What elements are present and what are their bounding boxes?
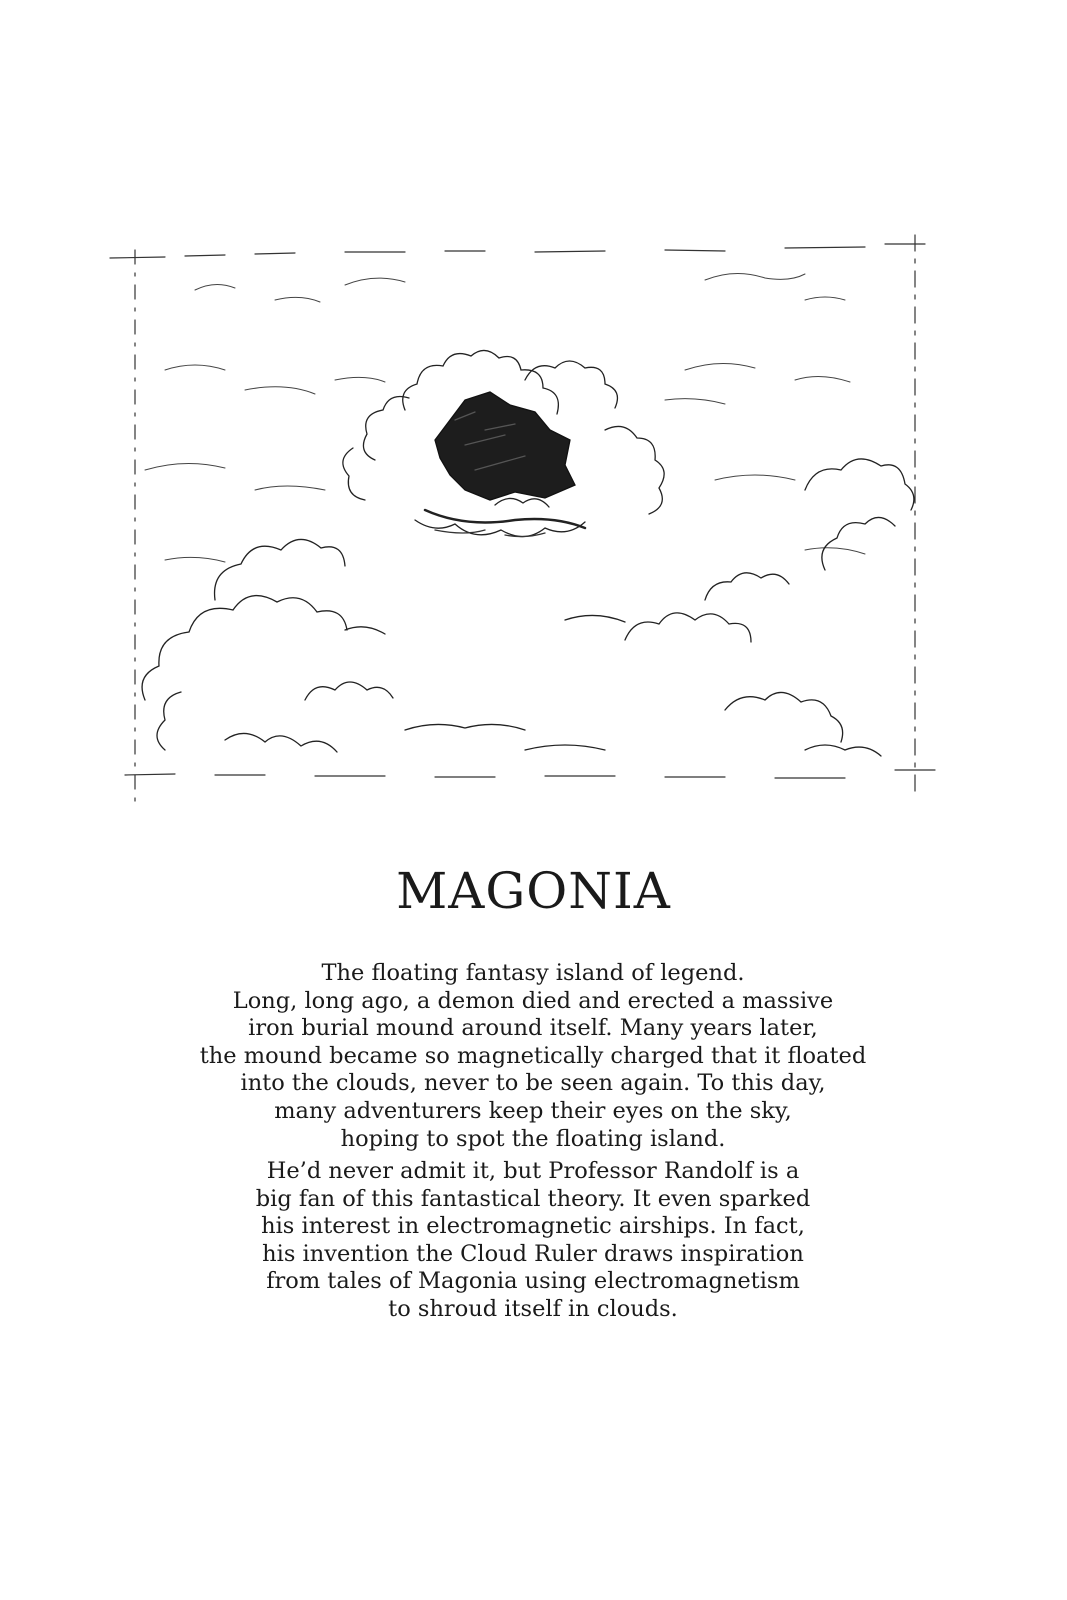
text-line: from tales of Magonia using electromagnetism (266, 1268, 800, 1295)
text-line: The floating fantasy island of legend. (321, 960, 745, 986)
text-line: hoping to spot the floating island. (340, 1125, 726, 1152)
text-line: iron burial mound around itself. Many years later, (248, 1015, 818, 1042)
paragraph-legend (133, 960, 933, 1153)
text-line: the mound became so magnetically charged that it floated (199, 1042, 867, 1069)
text-line: many adventurers keep their eyes on the sky, (274, 1097, 792, 1124)
text-line: He’d never admit it, but Professor Randolf is a (266, 1158, 800, 1184)
floating-island (425, 392, 585, 537)
text-line: Long, long ago, a demon died and erected a massive (232, 987, 834, 1014)
text-line: his invention the Cloud Ruler draws inspiration (262, 1240, 804, 1267)
cloud-island-illustration (105, 230, 945, 810)
lower-clouds (142, 459, 914, 756)
text-line: his interest in electromagnetic airships. In fact, (261, 1213, 805, 1240)
text-line: into the clouds, never to be seen again. To this day, (240, 1070, 826, 1097)
page-title: MAGONIA (396, 862, 671, 920)
paragraph-professor (133, 1158, 933, 1324)
text-line: big fan of this fantastical theory. It even sparked (255, 1185, 811, 1212)
frame-marks (110, 235, 935, 810)
text-line: to shroud itself in clouds. (388, 1295, 678, 1322)
